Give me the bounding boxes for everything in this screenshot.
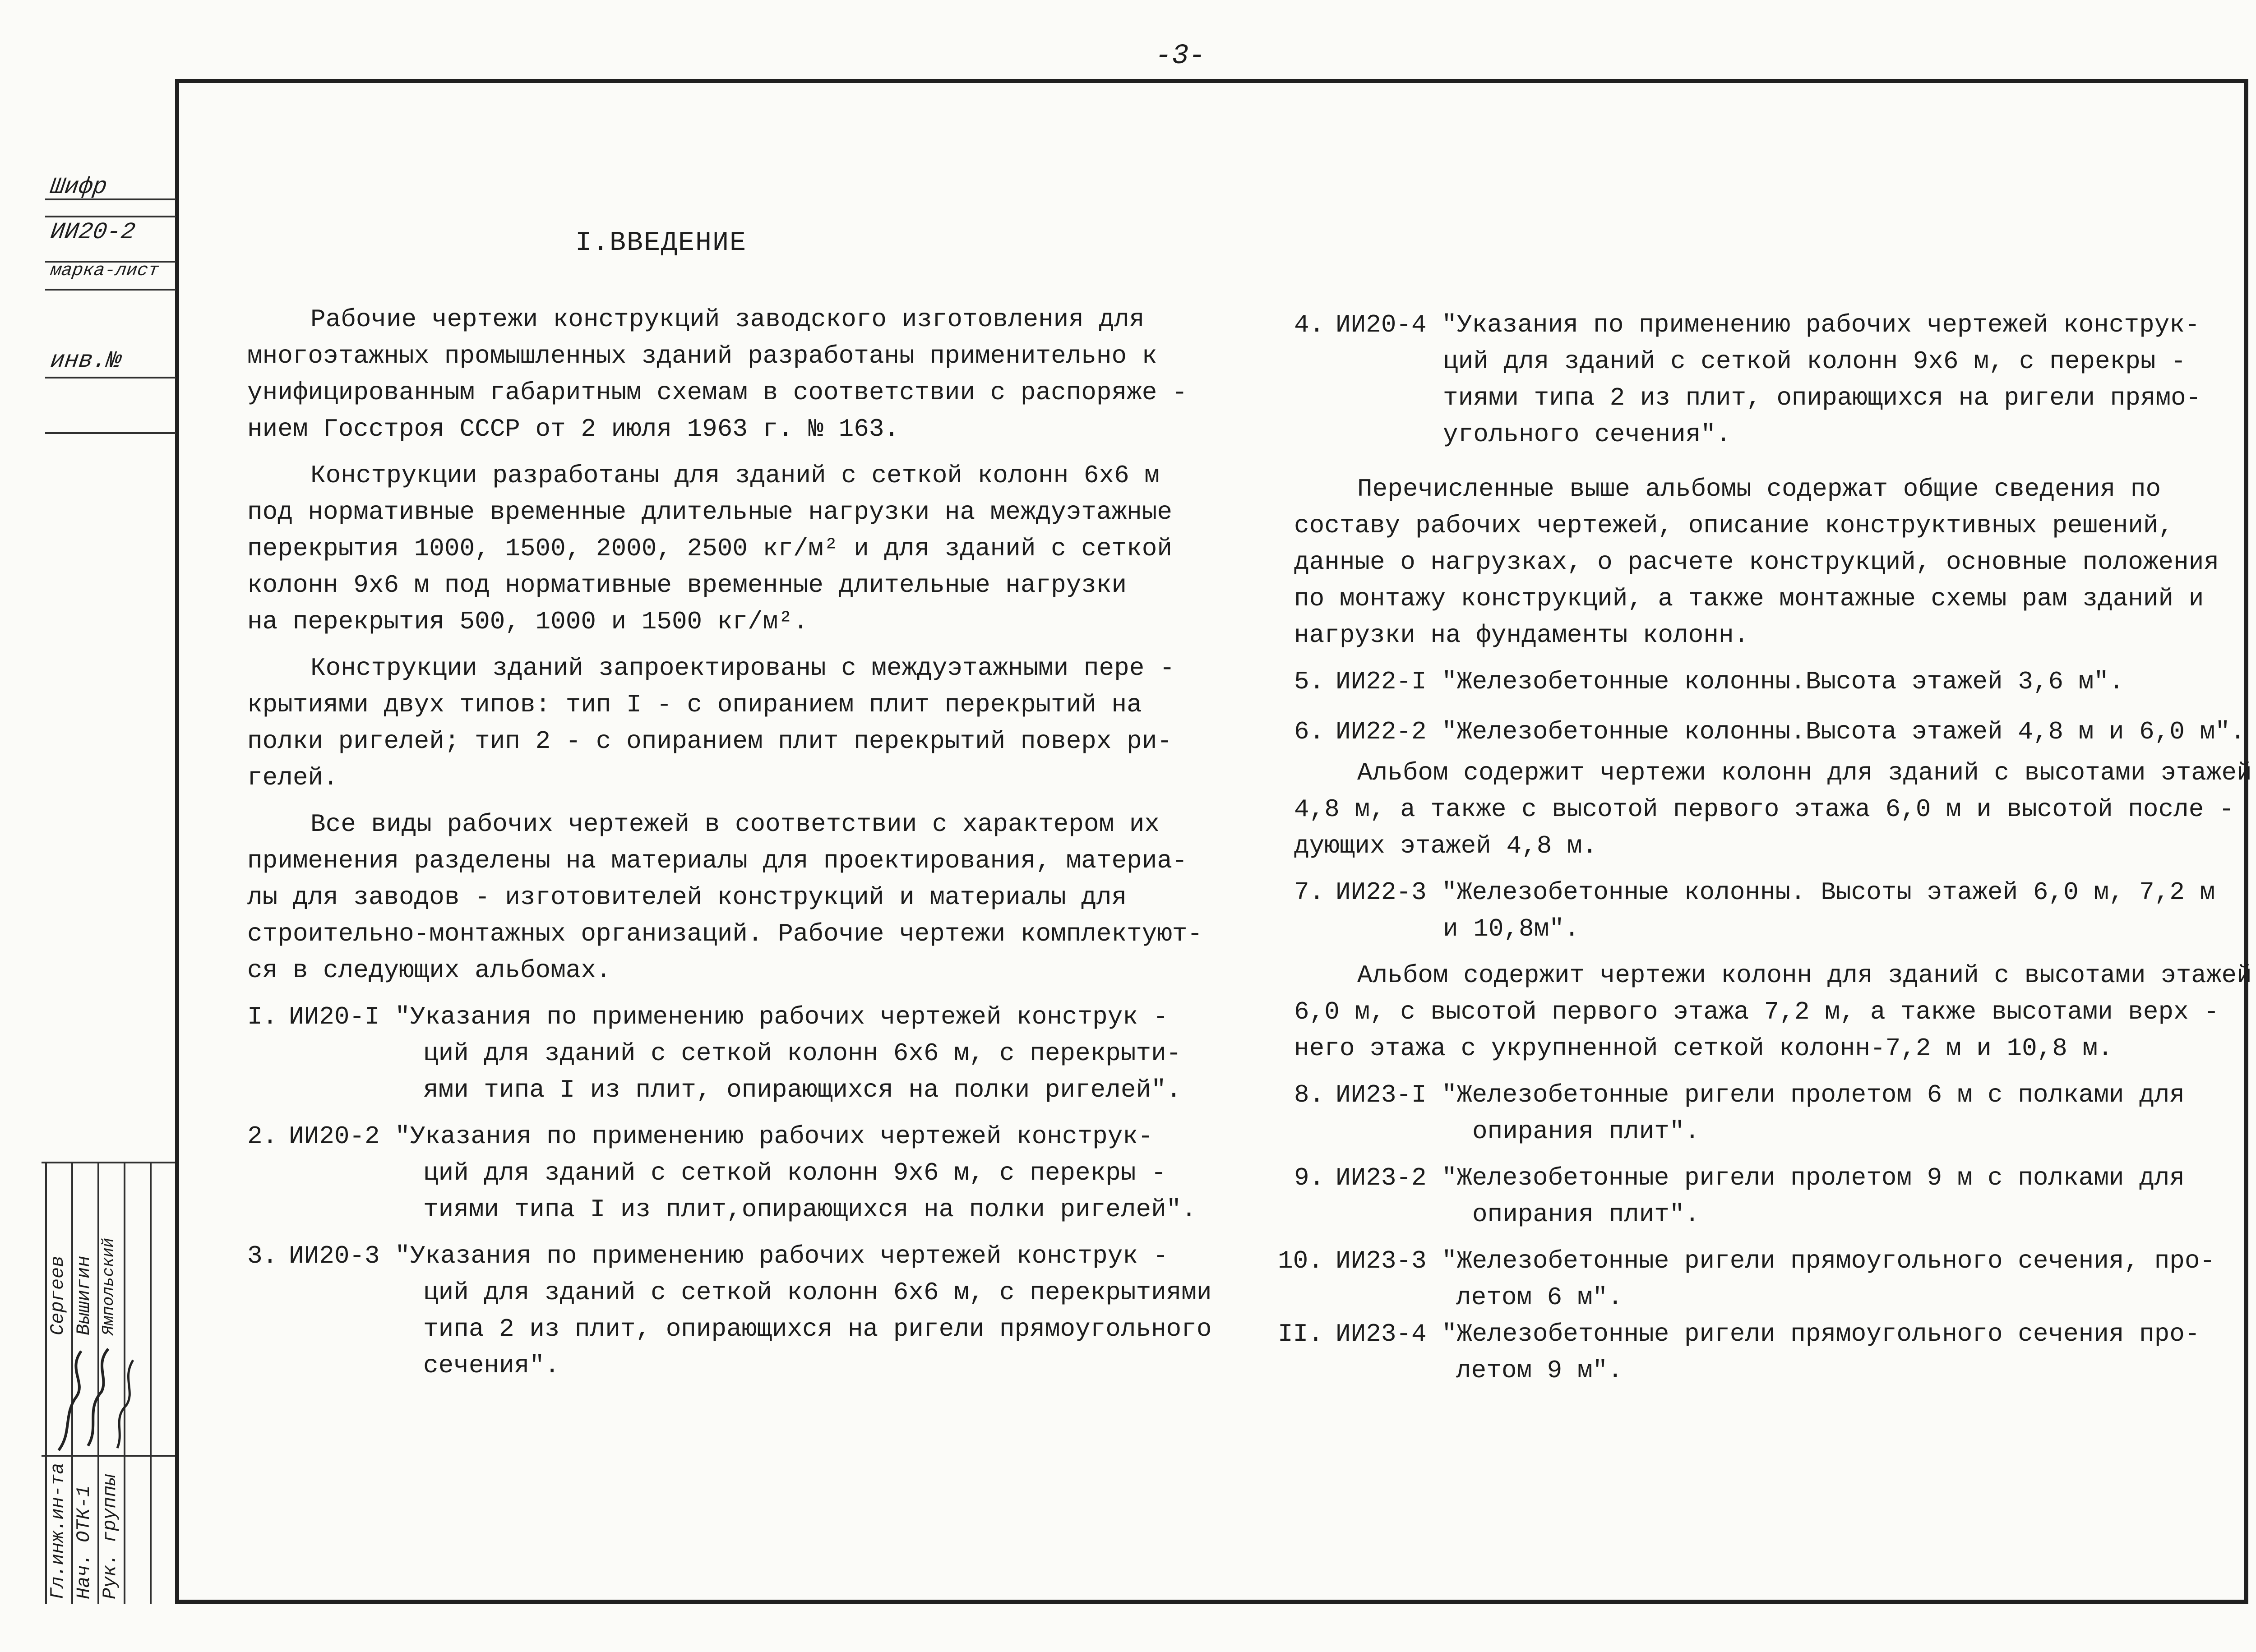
text-line: ций для зданий с сеткой колонн 6х6 м, с перекрытиями	[423, 1278, 1212, 1307]
text-line: ИИ23-I "Железобетонные ригели пролетом 6 м с полками для	[1336, 1080, 2185, 1109]
item-number: II.	[1278, 1320, 1323, 1348]
text-line: перекрытия 1000, 1500, 2000, 2500 кг/м² и для зданий с сеткой	[247, 534, 1172, 563]
paragraph-albums	[1294, 471, 2252, 654]
signatures	[45, 1342, 153, 1459]
text-line: ИИ23-3 "Железобетонные ригели прямоугольного сечения, про-	[1336, 1246, 2215, 1275]
text-line: типа 2 из плит, опирающихся на ригели прямоугольного	[423, 1315, 1212, 1343]
divider	[45, 432, 176, 434]
text-line: 6,0 м, с высотой первого этажа 7,2 м, а также высотами верх -	[1294, 997, 2219, 1026]
text-line: тиями типа 2 из плит, опирающихся на ригели прямо-	[1443, 383, 2201, 412]
list-item	[1294, 874, 2252, 947]
text-line: дующих этажей 4,8 м.	[1294, 831, 1598, 860]
list-item	[1278, 1316, 2252, 1389]
text-line: сечения".	[423, 1351, 560, 1380]
inv-label: инв.№	[48, 347, 123, 374]
paragraph-floor-types	[247, 650, 1211, 796]
text-line: строительно-монтажных организаций. Рабочие чертежи комплектуют-	[247, 919, 1203, 948]
item-number: I.	[247, 1002, 278, 1031]
text-line: унифицированным габаритным схемам в соответствии с распоряже -	[247, 378, 1188, 407]
paragraph-item6	[1294, 755, 2252, 864]
text-line: применения разделены на материалы для проектирования, материа-	[247, 846, 1188, 875]
text-line: Альбом содержит чертежи колонн для зданий с высотами этажей	[1357, 758, 2252, 787]
shifr-label: Шифр	[48, 174, 109, 200]
text-line: нием Госстроя СССР от 2 июля 1963 г. № 163.	[247, 415, 900, 443]
text-line: Альбом содержит чертежи колонн для зданий с высотами этажей	[1357, 961, 2252, 990]
list-item	[1294, 714, 2252, 750]
text-line: тиями типа I из плит,опирающихся на полки ригелей".	[423, 1195, 1197, 1224]
item-number: 2.	[247, 1122, 278, 1151]
shifr-value: ИИ20-2	[48, 219, 137, 245]
divider	[42, 1162, 175, 1163]
role-label: Рук. группы	[99, 1474, 121, 1599]
name-label: Вышигин	[73, 1255, 95, 1335]
text-line: Все виды рабочих чертежей в соответствии с характером их	[310, 810, 1160, 839]
text-line: полки ригелей; тип 2 - с опиранием плит перекрытий поверх ри-	[247, 727, 1172, 756]
text-line: Перечисленные выше альбомы содержат общие сведения по	[1357, 475, 2161, 503]
text-line: нагрузки на фундаменты колонн.	[1294, 621, 1749, 650]
text-line: ций для зданий с сеткой колонн 6х6 м, с перекрыти-	[423, 1039, 1182, 1068]
list-item	[247, 999, 1211, 1108]
text-line: ИИ20-3 "Указания по применению рабочих чертежей конструк -	[289, 1241, 1169, 1270]
text-line: и 10,8м".	[1443, 914, 1580, 943]
paragraph-item7	[1294, 957, 2252, 1067]
text-line: Рабочие чертежи конструкций заводского изготовления для	[310, 305, 1145, 334]
text-line: 4,8 м, а также с высотой первого этажа 6,0 м и высотой после -	[1294, 795, 2234, 824]
text-line: опирания плит".	[1472, 1117, 1700, 1146]
text-line: летом 9 м".	[1456, 1356, 1623, 1385]
item-number: 6.	[1294, 717, 1325, 746]
text-line: ИИ20-4 "Указания по применению рабочих чертежей конструк-	[1336, 310, 2200, 339]
text-line: ИИ20-I "Указания по применению рабочих чертежей конструк -	[289, 1002, 1169, 1031]
list-item	[1294, 307, 2252, 453]
list-item	[1294, 664, 2252, 700]
text-line: угольного сечения".	[1443, 420, 1731, 449]
text-line: ИИ22-3 "Железобетонные колонны. Высоты этажей 6,0 м, 7,2 м	[1336, 878, 2215, 907]
text-line: на перекрытия 500, 1000 и 1500 кг/м².	[247, 607, 809, 636]
item-number: 9.	[1294, 1163, 1325, 1192]
text-line: ями типа I из плит, опирающихся на полки ригелей".	[423, 1075, 1182, 1104]
text-line: ций для зданий с сеткой колонн 9х6 м, с перекры -	[423, 1158, 1166, 1187]
item-number: 3.	[247, 1241, 278, 1270]
right-column	[1278, 307, 2252, 1389]
text-line: летом 6 м".	[1456, 1283, 1623, 1312]
divider	[45, 216, 176, 217]
text-line: крытиями двух типов: тип I - с опиранием плит перекрытий на	[247, 690, 1142, 719]
text-line: лы для заводов - изготовителей конструкций и материалы для	[247, 883, 1127, 912]
left-column	[247, 301, 1211, 1394]
text-line: ций для зданий с сеткой колонн 9х6 м, с перекры -	[1443, 347, 2186, 376]
item-number: 10.	[1278, 1246, 1323, 1275]
text-line: под нормативные временные длительные нагрузки на междуэтажные	[247, 498, 1172, 526]
name-label: Сергеев	[47, 1255, 69, 1335]
item-number: 4.	[1294, 310, 1325, 339]
text-line: по монтажу конструкций, а также монтажные схемы рам зданий и	[1294, 584, 2204, 613]
text-line: колонн 9х6 м под нормативные временные длительные нагрузки	[247, 571, 1127, 600]
item-number: 5.	[1294, 667, 1325, 696]
divider	[45, 377, 176, 378]
marka-label: марка-лист	[49, 261, 161, 281]
section-title: I.ВВЕДЕНИЕ	[575, 228, 747, 258]
paragraph-drawing-kinds	[247, 806, 1211, 989]
text-line: ИИ23-2 "Железобетонные ригели пролетом 9 м с полками для	[1336, 1163, 2185, 1192]
text-line: ся в следующих альбомах.	[247, 956, 611, 985]
list-item	[247, 1238, 1211, 1384]
text-line: Конструкции зданий запроектированы с междуэтажными пере -	[310, 654, 1175, 683]
role-label: Гл.инж.ин-та	[47, 1463, 69, 1599]
item-number: 8.	[1294, 1080, 1325, 1109]
text-line: составу рабочих чертежей, описание конструктивных решений,	[1294, 511, 2174, 540]
text-line: данные о нагрузках, о расчете конструкций, основные положения	[1294, 548, 2219, 577]
role-label: Нач. ОТК-1	[73, 1485, 95, 1599]
paragraph-intro	[247, 301, 1211, 448]
text-line: ИИ22-I "Железобетонные колонны.Высота этажей 3,6 м".	[1336, 667, 2124, 696]
paragraph-constructions	[247, 457, 1211, 640]
text-line: него этажа с укрупненной сеткой колонн-7,2 м и 10,8 м.	[1294, 1034, 2113, 1063]
page-number: -3-	[1155, 40, 1206, 72]
list-item	[247, 1118, 1211, 1228]
list-item	[1294, 1077, 2252, 1150]
text-line: ИИ23-4 "Железобетонные ригели прямоугольного сечения про-	[1336, 1320, 2200, 1348]
text-line: Конструкции разработаны для зданий с сеткой колонн 6х6 м	[310, 461, 1160, 490]
item-number: 7.	[1294, 878, 1325, 907]
text-line: многоэтажных промышленных зданий разработаны применительно к	[247, 341, 1157, 370]
text-line: гелей.	[247, 763, 338, 792]
name-label: Ямпольский	[99, 1237, 118, 1335]
divider	[45, 289, 176, 291]
list-item	[1294, 1160, 2252, 1233]
list-item	[1278, 1243, 2252, 1316]
text-line: ИИ20-2 "Указания по применению рабочих чертежей конструк-	[289, 1122, 1153, 1151]
text-line: опирания плит".	[1472, 1200, 1700, 1229]
text-line: ИИ22-2 "Железобетонные колонны.Высота этажей 4,8 м и 6,0 м".	[1336, 717, 2246, 746]
